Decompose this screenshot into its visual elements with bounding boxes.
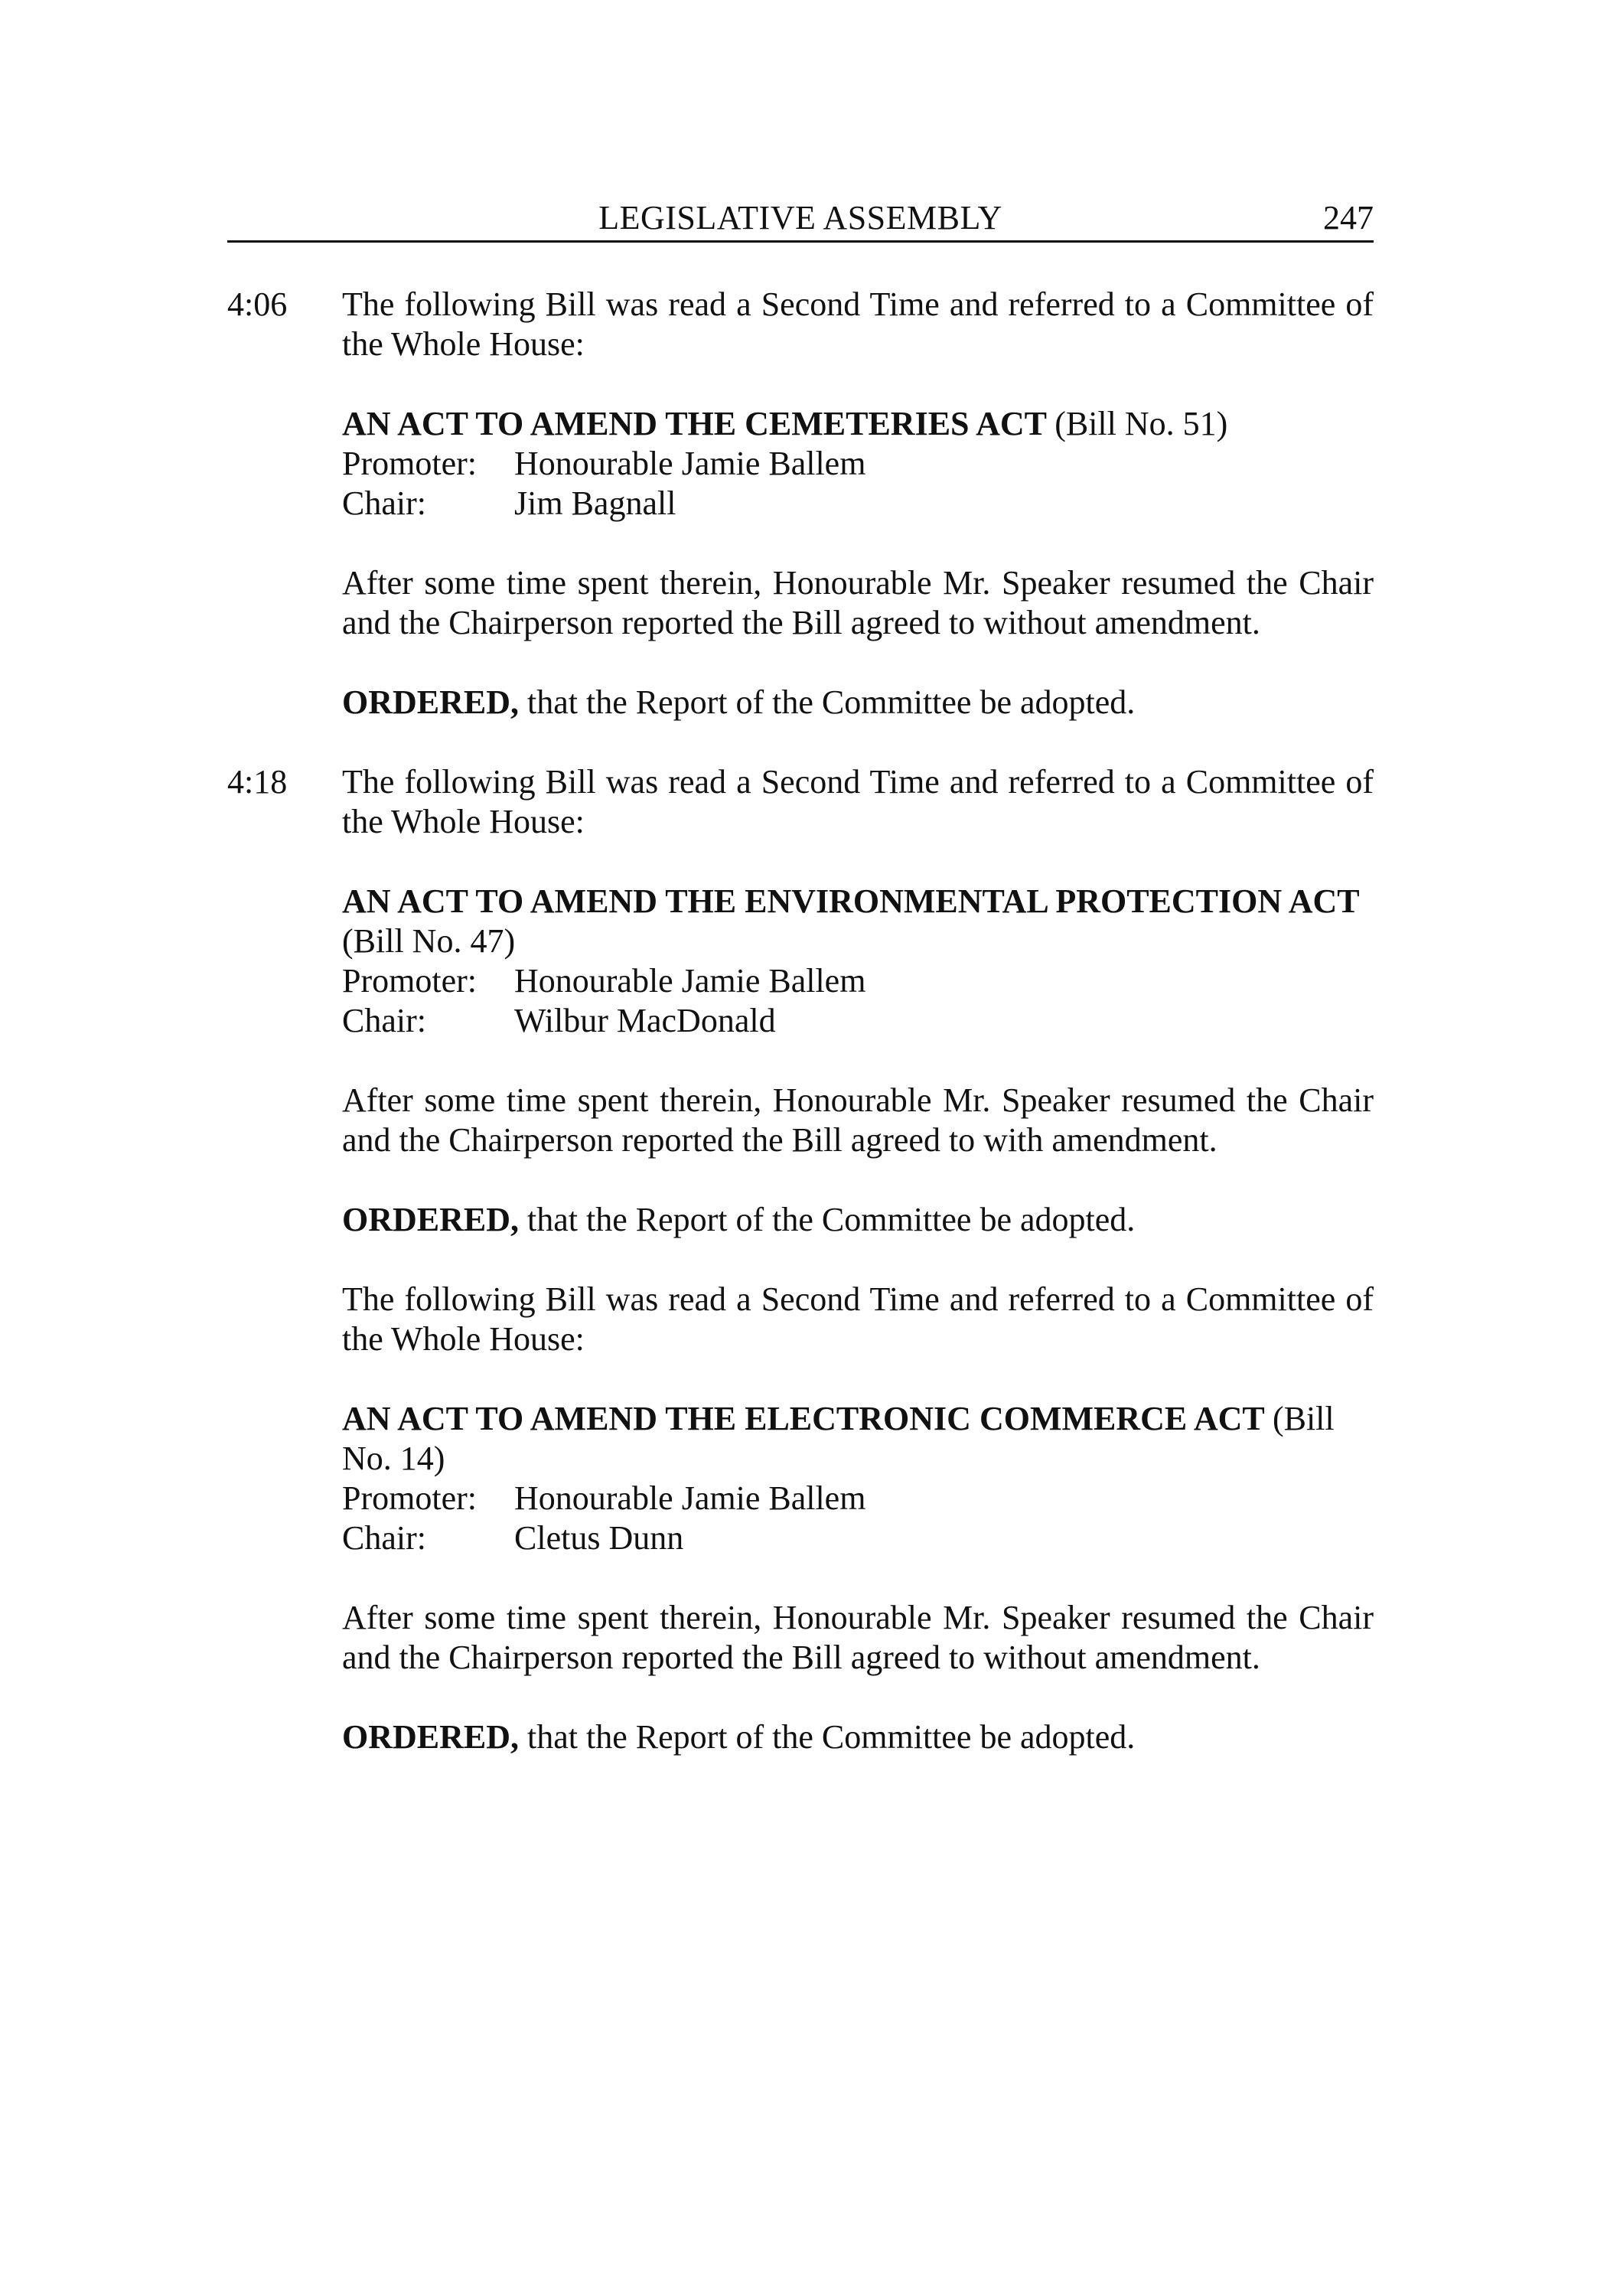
bill-title: AN ACT TO AMEND THE CEMETERIES ACT [342, 405, 1047, 442]
ordered-statement [342, 1717, 1374, 1757]
journal-entry [227, 762, 1374, 1757]
committee-report: After some time spent therein, Honourable Mr. Speaker resumed the Chair and the Chairperson reported the Bill agreed to without amendment. [342, 564, 1374, 641]
bill-block [342, 882, 1374, 1041]
page-number: 247 [1323, 199, 1374, 236]
chair-name: Wilbur MacDonald [514, 1002, 776, 1039]
ordered-statement [342, 683, 1374, 722]
bill-number: (Bill No. 51) [1054, 405, 1228, 442]
promoter-name: Honourable Jamie Ballem [514, 1479, 866, 1517]
ordered-statement [342, 1200, 1374, 1240]
ordered-text: that the Report of the Committee be adopted. [527, 1201, 1136, 1238]
chair-row [342, 1001, 1374, 1041]
entry-intro: The following Bill was read a Second Time and referred to a Committee of the Whole House: [342, 1280, 1374, 1358]
chair-name: Jim Bagnall [514, 484, 676, 522]
entry-time: 4:06 [227, 285, 288, 323]
bill-title: AN ACT TO AMEND THE ELECTRONIC COMMERCE ACT [342, 1400, 1264, 1437]
promoter-row [342, 961, 1374, 1001]
committee-report: After some time spent therein, Honourable Mr. Speaker resumed the Chair and the Chairperson reported the Bill agreed to with amendment. [342, 1081, 1374, 1159]
chair-label: Chair: [342, 1519, 426, 1557]
committee-report: After some time spent therein, Honourable Mr. Speaker resumed the Chair and the Chairperson reported the Bill agreed to without amendment. [342, 1599, 1374, 1676]
chair-row [342, 1518, 1374, 1558]
ordered-label: ORDERED, [342, 1718, 520, 1756]
running-title: LEGISLATIVE ASSEMBLY [598, 199, 1002, 236]
entry-content [342, 762, 1374, 1757]
bill-title: AN ACT TO AMEND THE ENVIRONMENTAL PROTECTION ACT [342, 882, 1359, 920]
journal-entry [227, 285, 1374, 722]
entry-content [342, 285, 1374, 722]
entry-intro: The following Bill was read a Second Time and referred to a Committee of the Whole House: [342, 763, 1374, 840]
promoter-label: Promoter: [342, 1479, 477, 1517]
entry-time: 4:18 [227, 763, 288, 801]
promoter-row [342, 1479, 1374, 1518]
chair-name: Cletus Dunn [514, 1519, 684, 1557]
promoter-name: Honourable Jamie Ballem [514, 445, 866, 482]
bill-number: (Bill No. 47) [342, 922, 516, 960]
bill-block [342, 404, 1374, 523]
bill-heading [342, 882, 1374, 961]
promoter-label: Promoter: [342, 962, 477, 1000]
ordered-label: ORDERED, [342, 1201, 520, 1238]
ordered-label: ORDERED, [342, 683, 520, 721]
chair-label: Chair: [342, 1002, 426, 1039]
promoter-label: Promoter: [342, 445, 477, 482]
bill-block [342, 1399, 1374, 1558]
document-body [227, 285, 1374, 1797]
chair-row [342, 484, 1374, 523]
ordered-text: that the Report of the Committee be adopted. [527, 1718, 1136, 1756]
chair-label: Chair: [342, 484, 426, 522]
bill-heading [342, 1399, 1374, 1479]
page-header [227, 196, 1374, 243]
bill-heading [342, 404, 1374, 444]
promoter-row [342, 444, 1374, 484]
promoter-name: Honourable Jamie Ballem [514, 962, 866, 1000]
ordered-text: that the Report of the Committee be adopted. [527, 683, 1136, 721]
bill-number: (Bill No. 14) [342, 1400, 1335, 1477]
entry-intro: The following Bill was read a Second Time and referred to a Committee of the Whole House: [342, 285, 1374, 363]
